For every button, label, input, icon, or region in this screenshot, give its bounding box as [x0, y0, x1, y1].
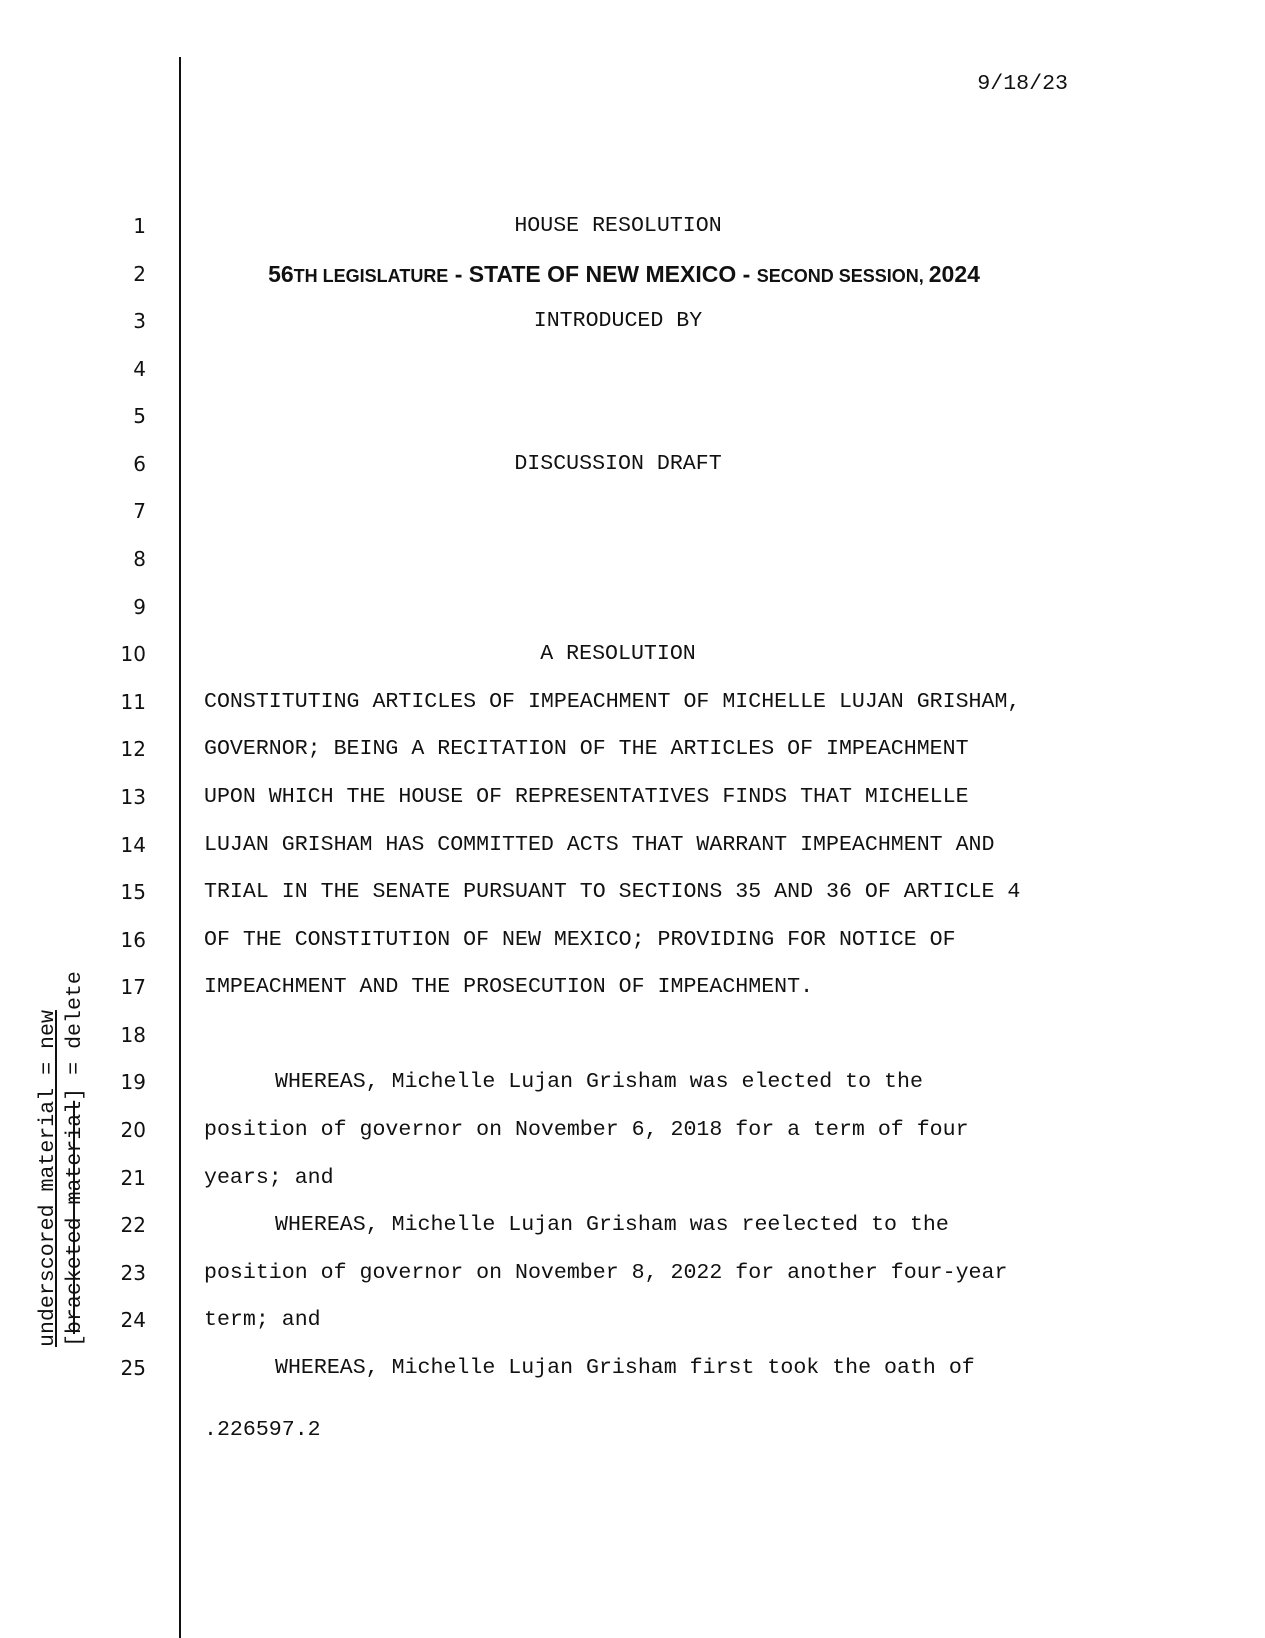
- line-15: [0, 869, 1265, 917]
- line-number: 1: [133, 214, 146, 238]
- line-text: IMPEACHMENT AND THE PROSECUTION OF IMPEACHMENT.: [204, 975, 814, 1000]
- line-13: [0, 774, 1265, 822]
- line-25: [0, 1345, 1265, 1393]
- line-17: [0, 964, 1265, 1012]
- line-1: [0, 203, 1265, 251]
- line-2: [0, 251, 1265, 299]
- legend-bracket: [: [63, 1334, 87, 1347]
- line-number: 17: [120, 975, 146, 1000]
- line-9: [0, 584, 1265, 632]
- line-text: LUJAN GRISHAM HAS COMMITTED ACTS THAT WARRANT IMPEACHMENT AND: [204, 832, 995, 857]
- line-number: 10: [120, 642, 146, 667]
- header-part3-big: 2024: [928, 260, 980, 287]
- line-text: term; and: [204, 1308, 321, 1333]
- line-text: CONSTITUTING ARTICLES OF IMPEACHMENT OF MICHELLE LUJAN GRISHAM,: [204, 689, 1021, 714]
- line-22: [0, 1202, 1265, 1250]
- line-text: UPON WHICH THE HOUSE OF REPRESENTATIVES FINDS THAT MICHELLE: [204, 784, 969, 809]
- line-number: 19: [120, 1070, 146, 1095]
- line-text: DISCUSSION DRAFT: [514, 451, 722, 476]
- line-number: 6: [133, 451, 146, 476]
- line-number: 9: [133, 594, 146, 619]
- line-16: [0, 917, 1265, 965]
- line-number: 5: [133, 404, 146, 429]
- line-text: A RESOLUTION: [540, 642, 696, 667]
- line-text: OF THE CONSTITUTION OF NEW MEXICO; PROVIDING FOR NOTICE OF: [204, 927, 956, 952]
- line-18: [0, 1012, 1265, 1060]
- line-number: 18: [120, 1022, 146, 1047]
- line-6: [0, 441, 1265, 489]
- line-3: [0, 298, 1265, 346]
- line-number: 23: [120, 1260, 146, 1285]
- line-number: 21: [120, 1165, 146, 1190]
- line-24: [0, 1297, 1265, 1345]
- line-21: [0, 1155, 1265, 1203]
- line-20: [0, 1107, 1265, 1155]
- line-number: 2: [133, 261, 146, 286]
- line-number: 14: [120, 832, 146, 857]
- line-10: [0, 631, 1265, 679]
- legend-new: underscored material = new: [36, 1010, 60, 1347]
- line-23: [0, 1250, 1265, 1298]
- line-5: [0, 393, 1265, 441]
- line-number: 3: [133, 309, 146, 334]
- header-sep1: -: [448, 260, 469, 287]
- document-id: .226597.2: [204, 1418, 321, 1442]
- line-text: position of governor on November 8, 2022 for another four-year: [204, 1260, 1008, 1285]
- line-number: 25: [120, 1355, 146, 1380]
- header-part1-big: 56: [268, 260, 294, 287]
- line-number: 4: [133, 356, 146, 381]
- line-12: [0, 726, 1265, 774]
- line-text: TRIAL IN THE SENATE PURSUANT TO SECTIONS 35 AND 36 OF ARTICLE 4: [204, 880, 1021, 905]
- line-text: WHEREAS, Michelle Lujan Grisham was elected to the: [275, 1070, 923, 1095]
- line-text: position of governor on November 6, 2018 for a term of four: [204, 1117, 969, 1142]
- line-number: 12: [120, 737, 146, 762]
- line-14: [0, 822, 1265, 870]
- line-number: 15: [120, 880, 146, 905]
- line-11: [0, 679, 1265, 727]
- draft-date: 9/18/23: [977, 72, 1068, 96]
- line-19: [0, 1059, 1265, 1107]
- line-number: 8: [133, 547, 146, 572]
- line-7: [0, 488, 1265, 536]
- line-4: [0, 346, 1265, 394]
- line-text: WHEREAS, Michelle Lujan Grisham first took the oath of: [275, 1355, 975, 1380]
- header-sep2: -: [736, 260, 757, 287]
- line-number: 16: [120, 927, 146, 952]
- numbered-lines: [0, 203, 1265, 1392]
- line-number: 13: [120, 784, 146, 809]
- line-8: [0, 536, 1265, 584]
- line-text: HOUSE RESOLUTION: [514, 214, 722, 238]
- line-number: 22: [120, 1213, 146, 1238]
- line-number: 20: [120, 1117, 146, 1142]
- line-number: 7: [133, 499, 146, 524]
- line-number: 11: [120, 689, 146, 714]
- legislature-header: [210, 251, 1038, 301]
- legend-deleted: bracketed material: [63, 1100, 87, 1335]
- header-part1-small: TH LEGISLATURE: [293, 265, 449, 286]
- line-number: 24: [120, 1308, 146, 1333]
- legend-delete-label: ] = delete: [63, 971, 87, 1101]
- line-text: GOVERNOR; BEING A RECITATION OF THE ARTICLES OF IMPEACHMENT: [204, 737, 969, 762]
- line-text: WHEREAS, Michelle Lujan Grisham was reelected to the: [275, 1213, 949, 1238]
- line-text: INTRODUCED BY: [533, 309, 703, 334]
- header-part3-small: SECOND SESSION,: [756, 265, 929, 286]
- header-part2-big: STATE OF NEW MEXICO: [468, 260, 737, 287]
- line-text: years; and: [204, 1165, 334, 1190]
